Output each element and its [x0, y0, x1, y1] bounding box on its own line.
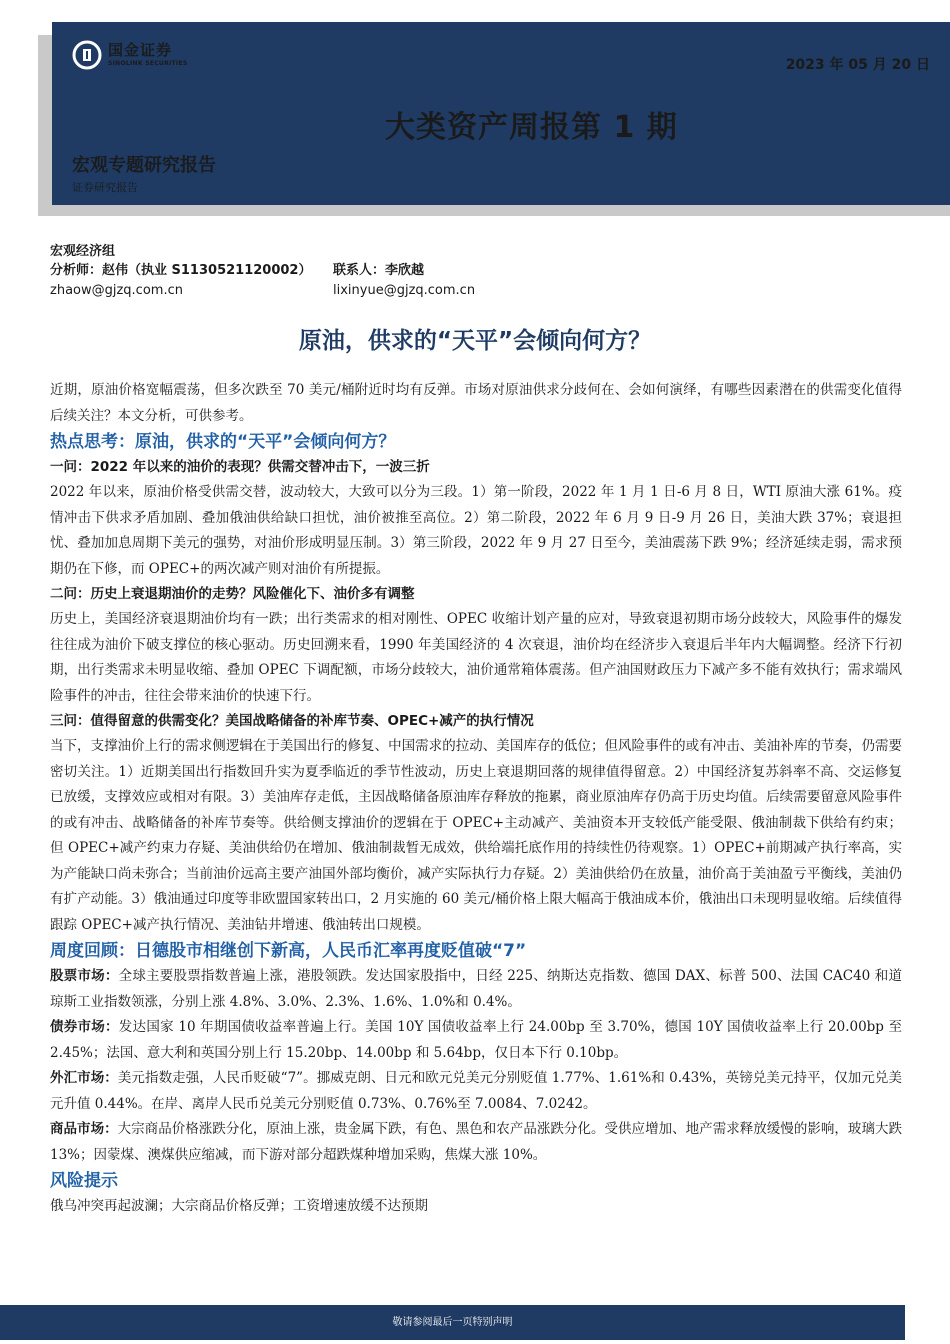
contact-email[interactable]: lixinyue@gjzq.com.cn: [333, 283, 476, 298]
commodity-market-text: 大宗商品价格涨跌分化，原油上涨，贵金属下跌，有色、黑色和农产品涨跌分化。受供应增加、地产需求释放缓慢的影响，玻璃大跌 13%；因蒙煤、澳煤供应缩减，而下游对部分超跌煤种增加采购，焦煤大涨 10%。: [50, 1121, 903, 1163]
report-body: [50, 378, 902, 1220]
question-1-paragraph: 2022 年以来，原油价格受供需交替，波动较大，大致可以分为三段。1）第一阶段，2022 年 1 月 1 日-6 月 8 日，WTI 原油大涨 61%。疫情冲击下供求矛盾加剧、叠加俄油供给缺口担忧，油价被推至高位。2）第二阶段，2022 年 6 月 9 日-9 月 26 日，美油大跌 37%；衰退担忧、叠加加息周期下美元的强势，对油价形成明显压制。3）第三阶段，2022 年 9 月 27 日至今，美油震荡下跌 9%；经济延续走弱，需求预期仍在下修，而 OPEC+的两次减产则对油价有所提振。: [50, 484, 902, 577]
risk-paragraph: 俄乌冲突再起波澜；大宗商品价格反弹；工资增速放缓不达预期: [50, 1198, 428, 1214]
question-3-paragraph: 当下，支撑油价上行的需求侧逻辑在于美国出行的修复、中国需求的拉动、美国库存的低位；但风险事件的或有冲击、美油补库的节奏，仍需要密切关注。1）近期美国出行指数回升实为夏季临近的季节性波动，历史上衰退期回落的规律值得留意。2）中国经济复苏斜率不高、交运修复已放缓，支撑效应或相对有限。3）美油库存走低，主因战略储备原油库存释放的拖累，商业原油库存仍高于历史均值。后续需要留意风险事件的或有冲击、战略储备的补库节奏等。供给侧支撑油价的逻辑在于 OPEC+主动减产、美油资本开支较低产能受限、俄油制裁下供给有约束；但 OPEC+减产约束力存疑、美油供给仍在增加、俄油制裁暂无成效，供给端托底作用的持续性仍待观察。1）OPEC+前期减产执行率高，实为产能缺口尚未弥合；当前油价远高主要产油国外部均衡价，减产实际执行力存疑。2）美油供给仍在放量，油价高于美油盈亏平衡线，美油仍有扩产动能。3）俄油通过印度等非欧盟国家转出口，2 月实施的 60 美元/桶价格上限大幅高于俄油成本价，俄油出口未现明显收缩。后续值得跟踪 OPEC+减产执行情况、美油钻井增速、俄油转出口规模。: [50, 738, 902, 933]
bond-market-paragraph: [50, 1015, 902, 1066]
article-headline: 原油，供求的“天平”会倾向何方？: [298, 328, 652, 354]
intro-paragraph: 近期，原油价格宽幅震荡，但多次跌至 70 美元/桶附近时均有反弹。市场对原油供求分歧何在、会如何演绎，有哪些因素潜在的供需变化值得后续关注？本文分析，可供参考。: [50, 382, 902, 424]
contact-name: 联系人：李欣越: [333, 263, 425, 278]
sinolink-logo-icon: [72, 40, 102, 70]
stock-market-paragraph: [50, 964, 902, 1015]
page-footer: 敬请参阅最后一页特别声明: [0, 1305, 905, 1340]
logo-name-cn: 国金证券: [108, 41, 173, 59]
report-title: 大类资产周报第 1 期: [385, 110, 678, 145]
report-category: 证券研究报告: [72, 181, 138, 194]
hot-topic-heading: 热点思考：原油，供求的“天平”会倾向何方？: [50, 432, 396, 452]
question-3-heading: 三问：值得留意的供需变化？美国战略储备的补库节奏、OPEC+减产的执行情况: [50, 713, 534, 729]
stock-market-label: 股票市场：: [50, 968, 119, 984]
analyst-email[interactable]: zhaow@gjzq.com.cn: [50, 283, 183, 298]
risk-heading: 风险提示: [50, 1171, 118, 1191]
company-logo: [72, 40, 187, 70]
logo-name-en: SINOLINK SECURITIES: [108, 60, 188, 67]
question-2-heading: 二问：历史上衰退期油价的走势？风险催化下、油价多有调整: [50, 586, 415, 602]
fx-market-paragraph: [50, 1066, 902, 1117]
question-2-paragraph: 历史上，美国经济衰退期油价均有一跌；出行类需求的相对刚性、OPEC 收缩计划产量的应对，导致衰退初期市场分歧较大，风险事件的爆发往往成为油价下破支撑位的核心驱动。历史回溯来看，1990 年美国经济的 4 次衰退，油价均在经济步入衰退后半年内大幅调整。经济下行初期，出行类需求未明显收缩、叠加 OPEC 下调配额，市场分歧较大，油价通常箱体震荡。但产油国财政压力下减产多不能有效执行；需求端风险事件的冲击，往往会带来油价的快速下行。: [50, 611, 902, 704]
commodity-market-label: 商品市场：: [50, 1121, 118, 1137]
bond-market-label: 债券市场：: [50, 1019, 119, 1035]
question-1-heading: 一问：2022 年以来的油价的表现？供需交替冲击下，一波三折: [50, 459, 430, 475]
report-subtitle: 宏观专题研究报告: [72, 155, 216, 176]
bond-market-text: 发达国家 10 年期国债收益率普遍上行。美国 10Y 国债收益率上行 24.00bp 至 3.70%，德国 10Y 国债收益率上行 20.00bp 至 2.45%；法国、意大利和英国分别上行 15.20bp、14.00bp 和 5.64bp，仅日本下行 0.10bp。: [50, 1019, 903, 1061]
report-date: 2023 年 05 月 20 日: [785, 57, 930, 73]
analyst-name: 分析师：赵伟（执业 S1130521120002）: [50, 263, 312, 278]
stock-market-text: 全球主要股票指数普遍上涨，港股领跌。发达国家股指中，日经 225、纳斯达克指数、德国 DAX、标普 500、法国 CAC40 和道琼斯工业指数领涨，分别上涨 4.8%、3.0%、2.3%、1.6%、1.0%和 0.4%。: [50, 968, 903, 1010]
fx-market-label: 外汇市场：: [50, 1070, 118, 1086]
fx-market-text: 美元指数走强，人民币贬破“7”。挪威克朗、日元和欧元兑美元分别贬值 1.77%、1.61%和 0.43%，英镑兑美元持平，仅加元兑美元升值 0.44%。在岸、离岸人民币兑美元分别贬值 0.73%、0.76%至 7.0084、7.0242。: [50, 1070, 903, 1112]
research-group: 宏观经济组: [50, 244, 116, 259]
weekly-review-heading: 周度回顾：日德股市相继创下新高，人民币汇率再度贬值破“7”: [50, 941, 527, 961]
commodity-market-paragraph: [50, 1117, 902, 1168]
